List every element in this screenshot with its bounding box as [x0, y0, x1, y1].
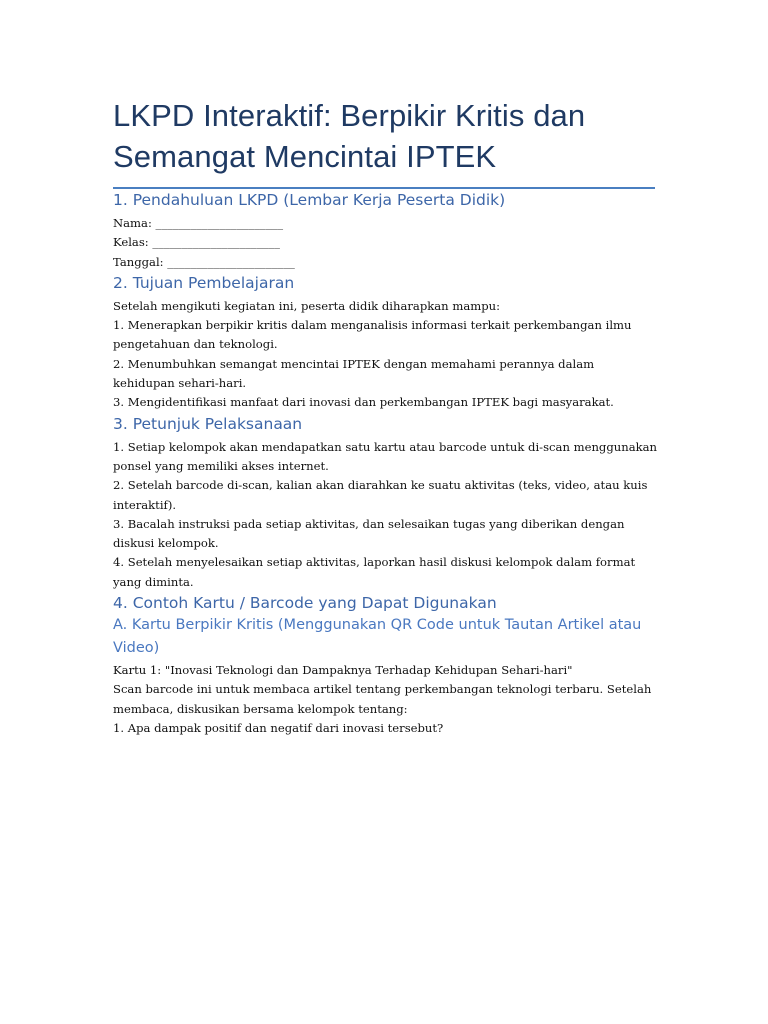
paragraph-line: membaca, diskusikan bersama kelompok tentang:: [113, 701, 408, 716]
paragraph-line: Setelah mengikuti kegiatan ini, peserta didik diharapkan mampu:: [113, 298, 501, 313]
paragraph-line: 1. Menerapkan berpikir kritis dalam menganalisis informasi terkait perkembangan ilmu: [113, 318, 632, 333]
title-line-1: LKPD Interaktif: Berpikir Kritis dan: [113, 98, 586, 133]
paragraph-line: kehidupan sehari-hari.: [113, 376, 247, 391]
subsection-a-body: [113, 661, 658, 738]
class-field-line: Kelas: ______________________: [113, 235, 280, 250]
title-line-2: Semangat Mencintai IPTEK: [113, 139, 497, 174]
date-field-line: Tanggal: ______________________: [113, 254, 295, 269]
section-1-body: [113, 214, 658, 272]
section-1-heading: 1. Pendahuluan LKPD (Lembar Kerja Peserta Didik): [113, 191, 506, 209]
subsection-a-heading: [113, 614, 658, 660]
section-3-heading: 3. Petunjuk Pelaksanaan: [113, 414, 303, 433]
paragraph-line: yang diminta.: [113, 574, 194, 589]
section-2-heading: 2. Tujuan Pembelajaran: [113, 273, 295, 292]
paragraph-line: 4. Setelah menyelesaikan setiap aktivitas, laporkan hasil diskusi kelompok dalam format: [113, 555, 636, 570]
paragraph-line: interaktif).: [113, 497, 177, 512]
document-title: [113, 95, 658, 177]
paragraph-line: 2. Menumbuhkan semangat mencintai IPTEK dengan memahami perannya dalam: [113, 356, 595, 371]
paragraph-line: 2. Setelah barcode di-scan, kalian akan diarahkan ke suatu aktivitas (teks, video, atau kuis: [113, 478, 648, 493]
paragraph-line: diskusi kelompok.: [113, 536, 219, 551]
paragraph-line: 1. Setiap kelompok akan mendapatkan satu kartu atau barcode untuk di-scan menggunakan: [113, 439, 658, 454]
section-4-heading: 4. Contoh Kartu / Barcode yang Dapat Digunakan: [113, 594, 497, 613]
paragraph-line: 3. Mengidentifikasi manfaat dari inovasi dan perkembangan IPTEK bagi masyarakat.: [113, 395, 614, 410]
section-3-body: [113, 438, 658, 592]
subsection-a-heading-line-1: A. Kartu Berpikir Kritis (Menggunakan QR Code untuk Tautan Artikel atau: [113, 617, 642, 634]
section-2-body: [113, 297, 658, 413]
subsection-a-heading-line-2: Video): [113, 640, 160, 657]
paragraph-line: 1. Apa dampak positif dan negatif dari inovasi tersebut?: [113, 720, 444, 735]
paragraph-line: pengetahuan dan teknologi.: [113, 337, 278, 352]
paragraph-line: Kartu 1: "Inovasi Teknologi dan Dampaknya Terhadap Kehidupan Sehari-hari": [113, 663, 573, 678]
paragraph-line: ponsel yang memiliki akses internet.: [113, 458, 329, 473]
document-page: [113, 0, 658, 738]
paragraph-line: 3. Bacalah instruksi pada setiap aktivitas, dan selesaikan tugas yang diberikan dengan: [113, 516, 625, 531]
name-field-line: Nama: ______________________: [113, 216, 284, 230]
paragraph-line: Scan barcode ini untuk membaca artikel tentang perkembangan teknologi terbaru. Setelah: [113, 682, 652, 697]
